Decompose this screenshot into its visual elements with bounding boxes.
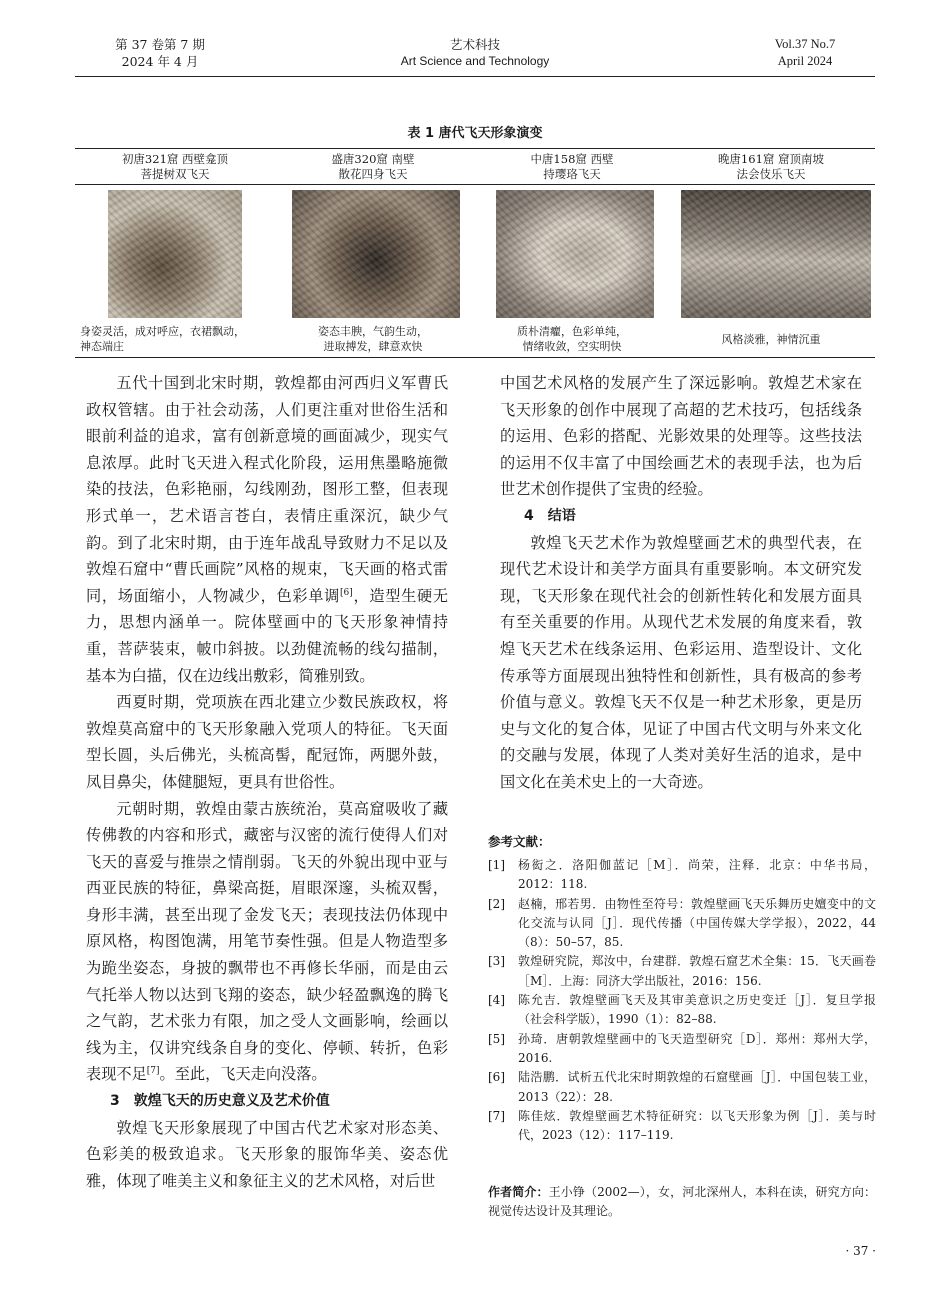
table-top-rule <box>75 148 875 149</box>
paragraph-western-xia: 西夏时期，党项族在西北建立少数民族政权，将敦煌莫高窟中的飞天形象融入党项人的特征。飞天面型长圆，头后佛光，头梳高髻，配冠饰，两腮外鼓，凤目鼻尖，体健腿短，更具有世俗性。 <box>86 693 448 791</box>
caption-1-line2: 神态端庄 <box>80 340 124 353</box>
table-col-head-2 <box>283 152 463 182</box>
reference-item <box>488 952 876 991</box>
ref-num: [1] <box>488 858 505 872</box>
author-label: 作者简介： <box>488 1185 549 1199</box>
col-3-subject: 持璎珞飞天 <box>543 167 601 181</box>
date-en: April 2024 <box>777 54 833 68</box>
ref-text: 敦煌研究院，郑汝中，台建群．敦煌石窟艺术全集：15．飞天画卷［M］．上海：同济大学出版社，2016：156. <box>518 954 876 988</box>
caption-1-line1: 身姿灵活，成对呼应，衣裙飘动， <box>80 325 245 338</box>
reference-item <box>488 895 876 953</box>
mural-image-high-tang <box>292 190 460 318</box>
ref-text: 陆浩鹏．试析五代北宋时期敦煌的石窟壁画［J］．中国包装工业，2013（22）：28. <box>518 1070 876 1104</box>
ref-num: [2] <box>488 896 505 911</box>
table-col-head-3 <box>482 152 662 182</box>
table-bottom-rule <box>75 357 875 358</box>
ref-text: 杨衒之．洛阳伽蓝记［M］．尚荣，注释．北京：中华书局，2012：118. <box>518 858 876 892</box>
table-caption-3 <box>482 324 662 354</box>
journal-volume-issue <box>100 36 220 70</box>
right-body-column <box>500 370 862 796</box>
caption-2-line2: 进取搏发，肆意欢快 <box>323 340 423 353</box>
volume-issue-cn: 第 37 卷第 7 期 <box>115 37 205 52</box>
col-4-cave: 晚唐161窟 窟顶南坡 <box>717 152 825 166</box>
table-head-rule <box>75 184 875 185</box>
table-caption-2 <box>283 324 463 354</box>
reference-item <box>488 856 876 895</box>
volume-issue-en: Vol.37 No.7 <box>774 37 836 51</box>
col-1-cave: 初唐321窟 西壁龛顶 <box>121 152 229 166</box>
references-list <box>488 856 876 1145</box>
citation-7: [7] <box>146 1066 160 1077</box>
caption-2-line1: 姿态丰腴，气韵生动， <box>318 325 428 338</box>
section-heading-3: 3 敦煌飞天的历史意义及艺术价值 <box>110 1093 330 1110</box>
reference-item <box>488 1068 876 1107</box>
caption-3-line1: 质朴清癯，色彩单纯， <box>517 325 627 338</box>
paragraph-conclusion: 敦煌飞天艺术作为敦煌壁画艺术的典型代表，在现代艺术设计和美学方面具有重要影响。本文研究发现，飞天形象在现代社会的创新性转化和发展方面具有至关重要的作用。从现代艺术发展的角度来看，敦煌飞天艺术在线条运用、色彩运用、造型设计、文化传承等方面展现出独特性和创新性，具有极高的参考价值与意义。敦煌飞天不仅是一种艺术形象，更是历史与文化的复合体，见证了中国古代文明与外来文化的交融与发展，体现了人类对美好生活的追求，是中国文化在美术史上的一大奇迹。 <box>500 533 862 791</box>
mural-image-late-tang <box>681 190 871 318</box>
paragraph-continued: 中国艺术风格的发展产生了深远影响。敦煌艺术家在飞天形象的创作中展现了高超的艺术技巧，包括线条的运用、色彩的搭配、光影效果的处理等。这些技法的运用不仅丰富了中国绘画艺术的表现手法，也为后世艺术创作提供了宝贵的经验。 <box>500 374 862 499</box>
table-caption-4 <box>681 332 861 347</box>
col-2-subject: 散花四身飞天 <box>338 167 408 181</box>
paragraph-yuan <box>86 796 448 1089</box>
date-cn: 2024 年 4 月 <box>121 54 199 69</box>
ref-num: [7] <box>488 1108 505 1123</box>
ref-text: 赵楠，邢若男．由物性至符号：敦煌壁画飞天乐舞历史嬗变中的文化交流与认同［J］．现代传播（中国传媒大学学报），2022，44（8）：50–57，85. <box>518 896 876 950</box>
author-bio <box>488 1183 876 1221</box>
reference-item <box>488 991 876 1030</box>
journal-volume-en <box>745 36 865 70</box>
ref-num: [3] <box>488 954 505 969</box>
table-caption-1 <box>80 324 275 354</box>
p1-tail: ，造型生硬无力，思想内涵单一。院体壁画中的飞天形象神情持重，菩萨装束，帔巾斜披。以劲健流畅的线勾描制，基本为白描，仅在边线出敷彩，简雅别致。 <box>86 586 448 685</box>
p1-text: 五代十国到北宋时期，敦煌都由河西归义军曹氏政权管辖。由于社会动荡，人们更注重对世俗生活和眼前利益的追求，富有创新意境的画面减少，现实气息浓厚。此时飞天进入程式化阶段，运用焦墨略施微染的技法，色彩艳丽，勾线刚劲，图形工整，但表现形式单一，艺术语言苍白，表情庄重深沉，缺少气韵。到了北宋时期，由于连年战乱导致财力不足以及敦煌石窟中“曹氏画院”风格的规束，飞天画的格式雷同，场面缩小，人物减少，色彩单调 <box>86 374 448 605</box>
caption-3-line2: 情绪收敛，空实明快 <box>522 340 622 353</box>
ref-num: [5] <box>488 1031 505 1046</box>
ref-text: 孙琦．唐朝敦煌壁画中的飞天造型研究［D］．郑州：郑州大学，2016. <box>518 1031 876 1065</box>
caption-4-line1: 风格淡雅，神情沉重 <box>721 333 821 346</box>
col-2-cave: 盛唐320窟 南壁 <box>331 152 415 166</box>
mural-image-early-tang <box>108 190 242 318</box>
references-title: 参考文献： <box>488 834 551 849</box>
paragraph-five-dynasties <box>86 370 448 689</box>
p3-text: 元朝时期，敦煌由蒙古族统治，莫高窟吸收了藏传佛教的内容和形式，藏密与汉密的流行使得人们对飞天的喜爱与推崇之情削弱。飞天的外貌出现中亚与西亚民族的特征，鼻梁高挺，眉眼深邃，头梳双髻，身形丰满，甚至出现了金发飞天；表现技法仍体现中原风格，构图饱满，用笔节奏性强。但是人物造型多为跪坐姿态，身披的飘带也不再修长华丽，而是由云气托举人物以达到飞翔的姿态，缺少轻盈飘逸的腾飞之气韵，艺术张力有限，加之受人文画影响，绘画以线为主，仅讲究线条自身的变化、停顿、转折，色彩表现不足 <box>86 799 448 1084</box>
table-title: 表 1 唐代飞天形象演变 <box>407 126 543 141</box>
ref-num: [4] <box>488 993 505 1008</box>
citation-6: [6] <box>340 587 353 598</box>
table-col-head-1 <box>85 152 265 182</box>
ref-text: 陈佳炫．敦煌壁画艺术特征研究：以飞天形象为例［J］．美与时代，2023（12）：117–119. <box>518 1108 876 1143</box>
col-1-subject: 菩提树双飞天 <box>140 167 210 181</box>
page-number: · 37 · <box>845 1244 876 1258</box>
header-rule <box>75 76 875 77</box>
ref-text: 陈允吉．敦煌壁画飞天及其审美意识之历史变迁［J］．复旦学报（社会科学版），1990（1）：82–88. <box>518 993 876 1027</box>
p3-tail: 。至此，飞天走向没落。 <box>159 1065 327 1084</box>
paragraph-significance: 敦煌飞天形象展现了中国古代艺术家对形态美、色彩美的极致追求。飞天形象的服饰华美、姿态优雅，体现了唯美主义和象征主义的艺术风格，对后世 <box>86 1118 448 1190</box>
reference-item <box>488 1107 876 1146</box>
section-heading-4: 4 结语 <box>524 507 576 524</box>
col-3-cave: 中唐158窟 西壁 <box>530 152 614 166</box>
mural-image-mid-tang <box>496 190 654 318</box>
ref-num: [6] <box>488 1070 505 1085</box>
journal-name <box>345 36 605 70</box>
author-text: 王小铮（2002—），女，河北深州人，本科在读，研究方向：视觉传达设计及其理论。 <box>488 1185 876 1218</box>
left-body-column <box>86 370 448 1194</box>
reference-item <box>488 1030 876 1069</box>
table-col-head-4 <box>681 152 861 182</box>
col-4-subject: 法会伎乐飞天 <box>736 167 806 181</box>
journal-name-en: Art Science and Technology <box>400 54 550 68</box>
journal-name-cn: 艺术科技 <box>449 37 500 52</box>
